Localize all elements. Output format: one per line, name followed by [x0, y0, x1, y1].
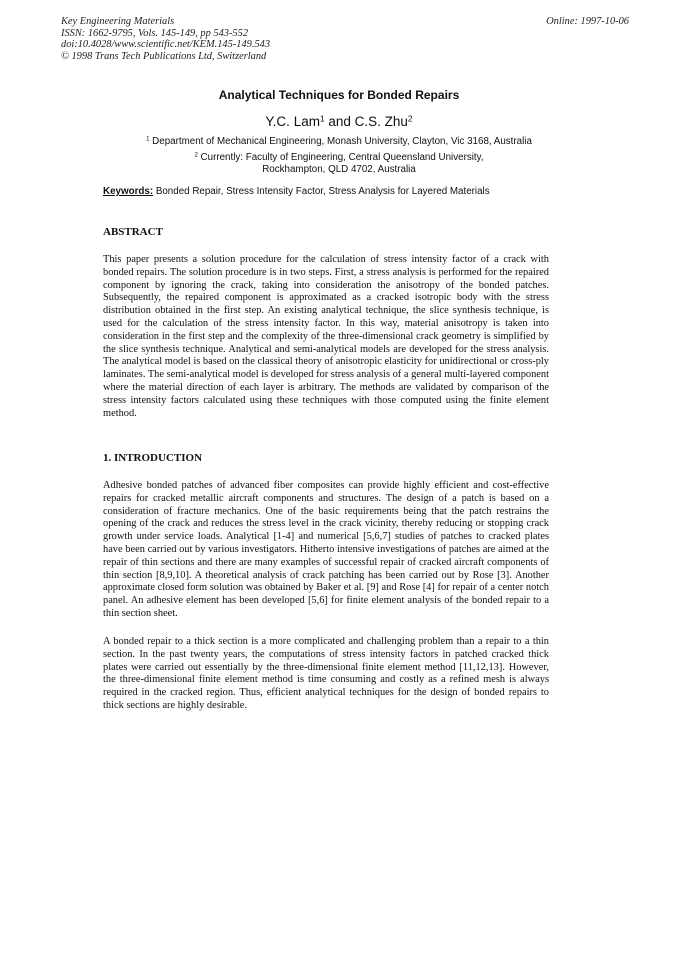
keywords-line — [103, 186, 490, 197]
journal-name: Key Engineering Materials — [61, 16, 175, 27]
online-date: Online: 1997-10-06 — [546, 16, 629, 27]
introduction-paragraph-1: Adhesive bonded patches of advanced fiber composites can provide highly efficient and cost-effective repairs for cracked metallic aircraft components and structures. The design of a patch is based on a consideration of fracture mechanics. One of the basic requirements being that the patch restrains the opening of the crack and reduces the stress level in the crack vicinity, thereby reducing or stopping crack growth under service loads. Analytical [1-4] and numerical [5,6,7] studies of patches to cracked plates have been carried out by various investigators. Hitherto intensive investigations of patches are aimed at the repair of thin sections and there are many examples of successful repair of cracked aircraft components of thin section [8,9,10]. A theoretical analysis of crack patching has been carried out by Rose [3]. Another approximate closed form solution was obtained by Baker et al. [9] and Rose [4] for repair of a center notch panel. An adhesive element has been developed [5,6] for finite element analysis of the bonded repair to a thin section sheet. — [103, 480, 549, 619]
doi-line: doi:10.4028/www.scientific.net/KEM.145-149.543 — [61, 39, 271, 51]
affiliation-2 — [0, 152, 678, 176]
journal-header — [61, 16, 270, 62]
affiliation-2-line-1: Currently: Faculty of Engineering, Central Queensland University, — [197, 152, 484, 163]
author-line — [0, 114, 678, 129]
author-1-mark: 1 — [319, 113, 325, 124]
affiliation-1-mark: 1 — [146, 136, 150, 143]
author-1: Y.C. Lam — [265, 114, 320, 129]
author-2: C.S. Zhu — [354, 114, 408, 129]
paper-title: Analytical Techniques for Bonded Repairs — [218, 88, 460, 102]
introduction-heading: 1. INTRODUCTION — [103, 452, 203, 464]
affiliation-1 — [0, 136, 678, 147]
copyright-line: © 1998 Trans Tech Publications Ltd, Switzerland — [61, 50, 267, 62]
affiliation-2-line-2: Rockhampton, QLD 4702, Australia — [262, 164, 416, 175]
abstract-heading: ABSTRACT — [103, 226, 163, 238]
author-2-mark: 2 — [407, 113, 413, 124]
affiliation-1-text: Department of Mechanical Engineering, Monash University, Clayton, Vic 3168, Australia — [149, 136, 532, 147]
author-separator: and — [324, 114, 355, 129]
issn-line: ISSN: 1662-9795, Vols. 145-149, pp 543-552 — [61, 27, 249, 39]
abstract-paragraph: This paper presents a solution procedure for the calculation of stress intensity factor of a crack with bonded repairs. The solution procedure is in two steps. First, a stress analysis is performed for the repaired component by ignoring the crack, taking into consideration the anisotropy of the bonded patches. Subsequently, the repaired component is approximated as a cracked isotropic body with the stress distribution obtained in the first step. An existing analytical technique, the slice synthesis technique, is used for the calculation of the stress intensity factor. In this way, material anisotropy is taken into consideration in the first step and the complexity of the three-dimensional crack geometry is simplified by the slice synthesis technique. Analytical and semi-analytical models are developed for the stress analysis. The analytical model is based on the classical theory of anisotropic elasticity for unidirectional or cross-ply laminates. The semi-analytical model is developed for stress analysis of a general multi-layered component where the material direction of each layer is arbitrary. The methods are validated by comparison of the stress intensity factors calculated using these techniques with those computed using the finite element method. — [103, 254, 549, 419]
keywords-label: Keywords: — [103, 186, 154, 197]
introduction-paragraph-2: A bonded repair to a thick section is a more complicated and challenging problem than a repair to a thin section. In the past twenty years, the computations of stress intensity factors in patched cracked thick plates were carried out essentially by the three-dimensional finite element method [11,12,13]. However, the three-dimensional finite element method is time consuming and costly as a refined mesh is always required in the cracked region. Thus, efficient analytical techniques for the design of bonded repairs to thick sections are highly desirable. — [103, 636, 549, 711]
affiliation-2-mark: 2 — [194, 152, 198, 159]
keywords-text: Bonded Repair, Stress Intensity Factor, Stress Analysis for Layered Materials — [153, 186, 490, 197]
